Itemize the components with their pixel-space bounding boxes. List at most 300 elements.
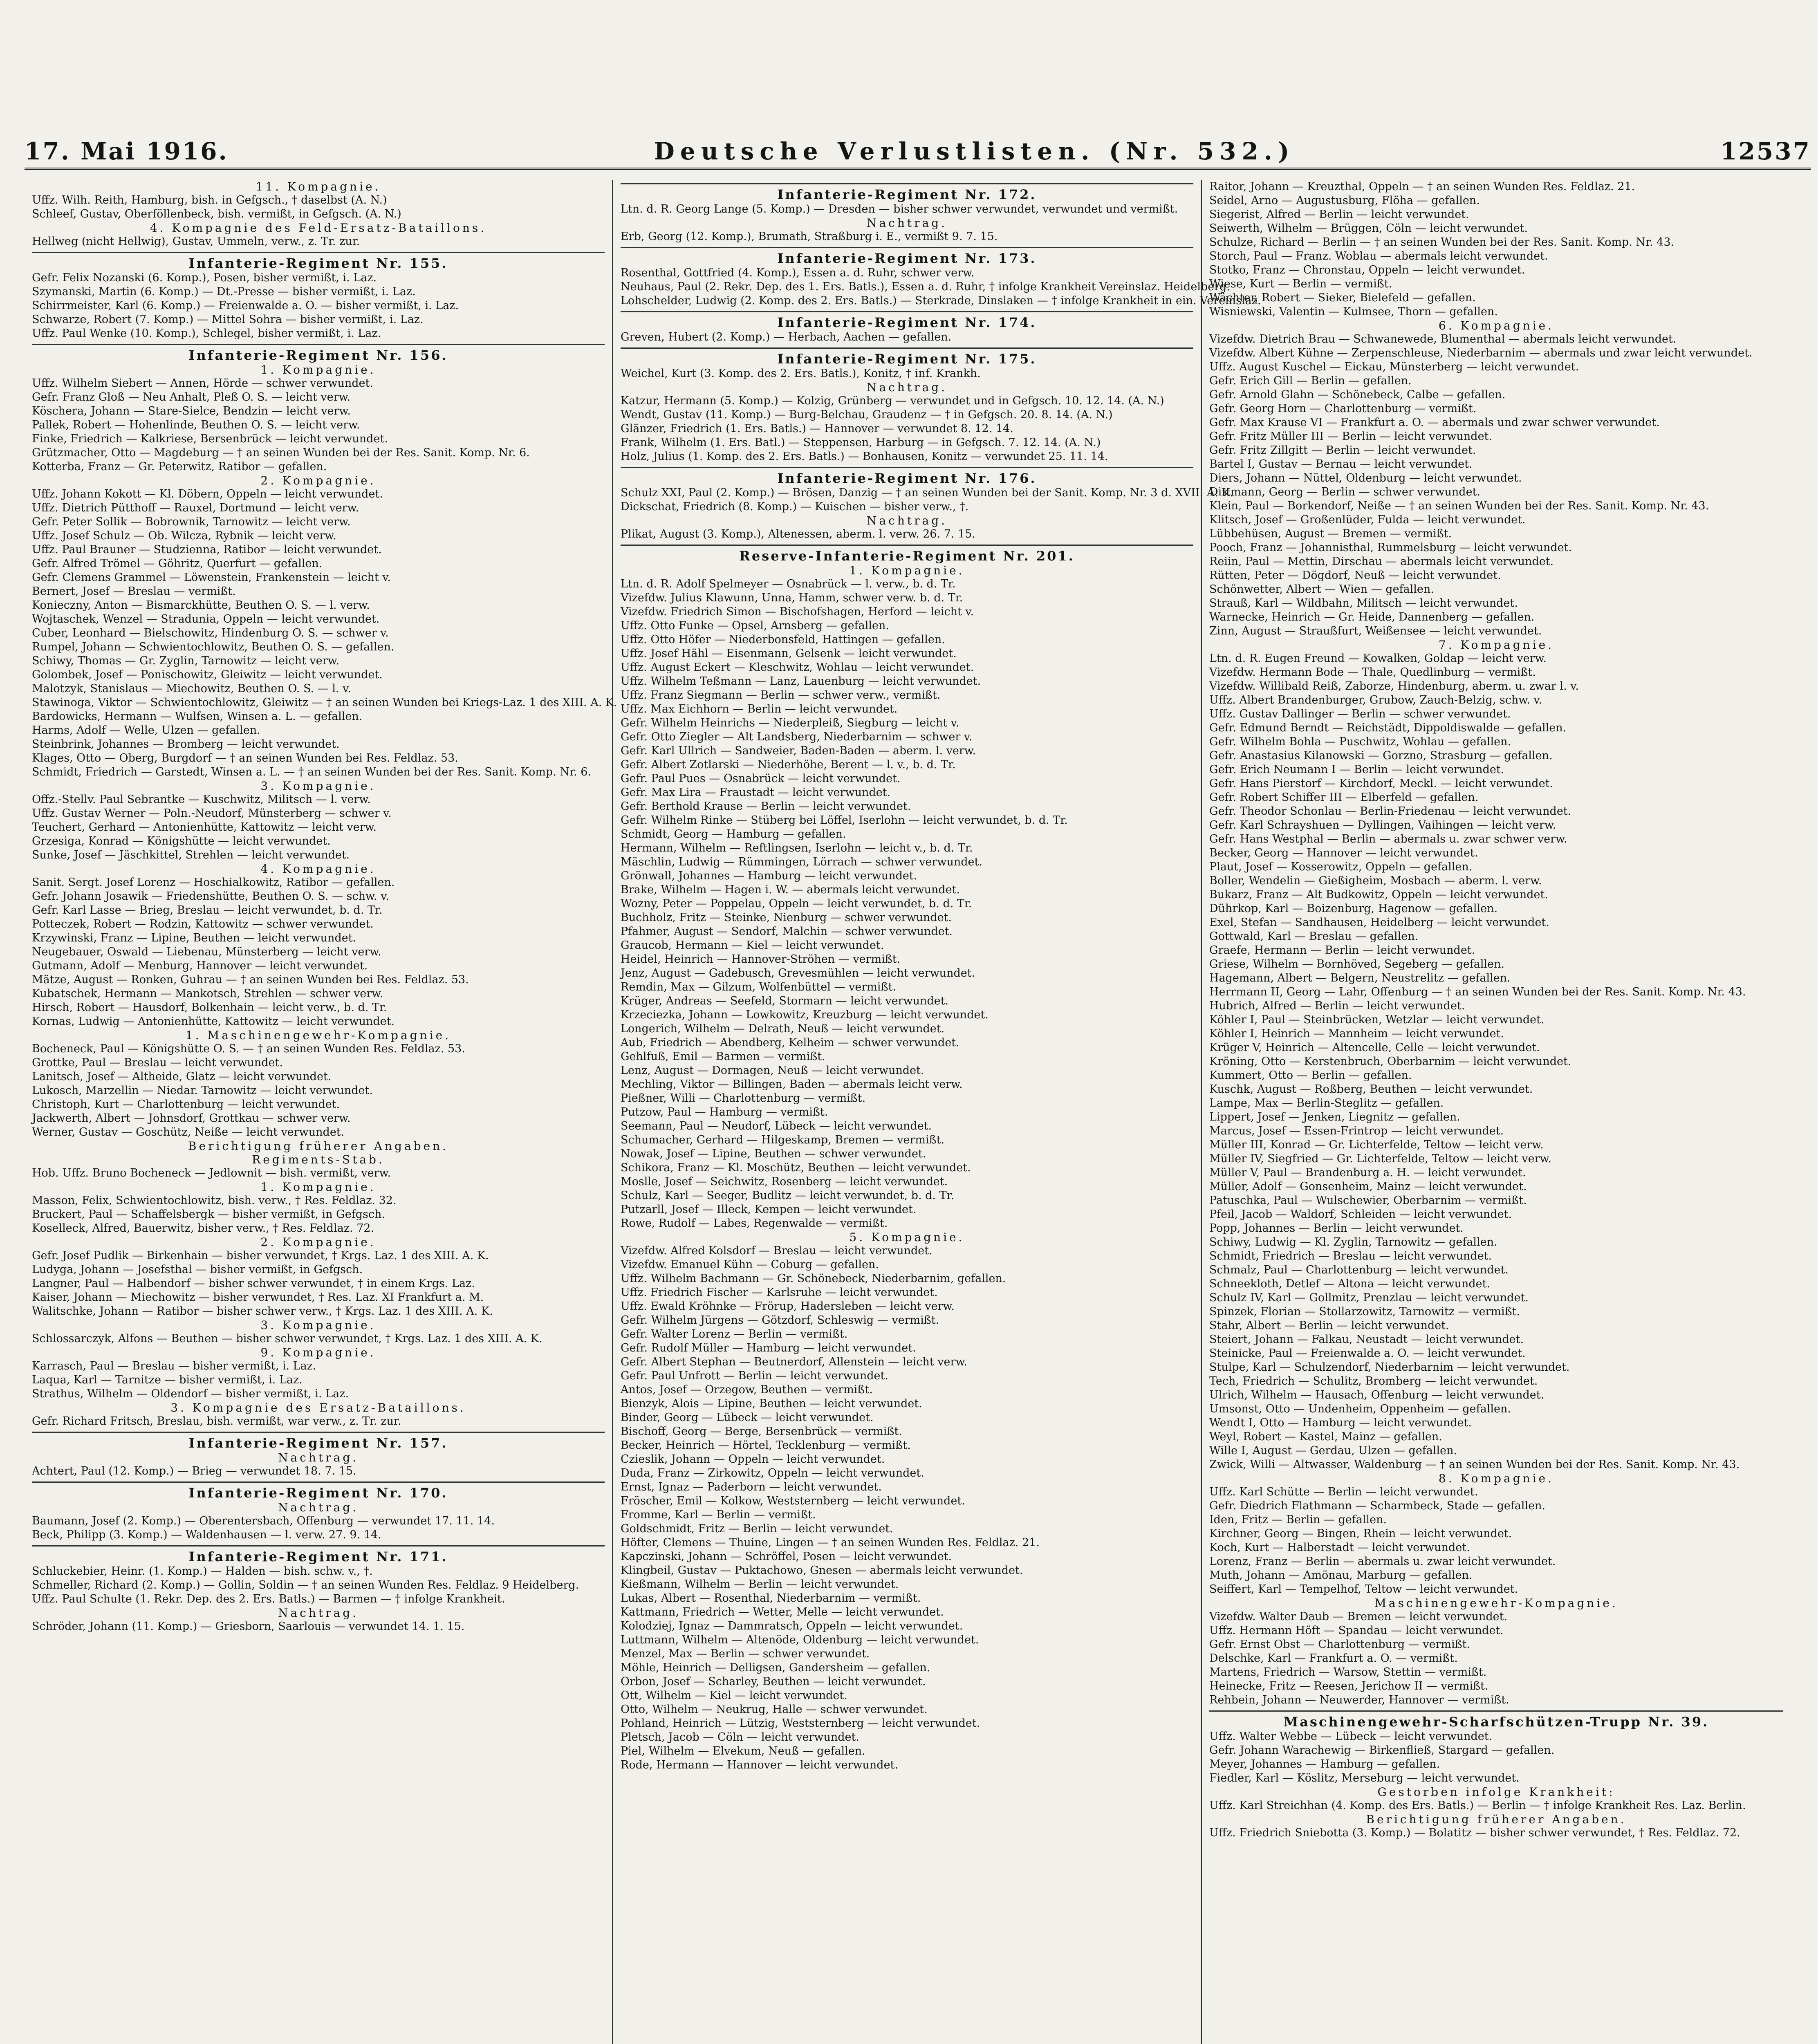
casualty-entry: Uffz. Karl Streichhan (4. Komp. des Ers. Batls.) — Berlin — † infolge Krankheit Res. Laz. Berlin. [1209,1799,1746,1812]
casualty-entry: Vizefdw. Emanuel Kühn — Coburg — gefallen. [621,1258,879,1271]
casualty-entry: Storch, Paul — Franz. Woblau — abermals leicht verwundet. [1209,250,1548,262]
casualty-entry: Lohschelder, Ludwig (2. Komp. des 2. Ers. Batls.) — Sterkrade, Dinslaken — † infolge Krankheit in ein. Vereinslaz. [621,294,1261,307]
casualty-entry: Fröscher, Emil — Kolkow, Weststernberg — leicht verwundet. [621,1495,965,1507]
casualty-entry: Krzywinski, Franz — Lipine, Beuthen — leicht verwundet. [32,932,356,944]
casualty-entry: Gefr. Georg Horn — Charlottenburg — vermißt. [1209,402,1477,415]
section-heading: 8. Kompagnie. [1438,1472,1554,1485]
casualty-entry: Reiin, Paul — Mettin, Dirschau — abermals leicht verwundet. [1209,555,1554,568]
casualty-entry: Schlossarczyk, Alfons — Beuthen — bisher schwer verwundet, † Krgs. Laz. 1 des XIII. A. K. [32,1332,542,1345]
casualty-entry: Werner, Gustav — Goschütz, Neiße — leicht verwundet. [32,1126,345,1139]
casualty-entry: Uffz. Gustav Werner — Poln.-Neudorf, Münsterberg — schwer v. [32,807,392,820]
casualty-entry: Uffz. Otto Höfer — Niederbonsfeld, Hattingen — gefallen. [621,633,945,646]
casualty-entry: Czieslik, Johann — Oppeln — leicht verwundet. [621,1453,885,1466]
casualty-entry: Köschera, Johann — Stare-Sielce, Bendzin — leicht verw. [32,405,351,417]
regiment-heading: Infanterie-Regiment Nr. 155. [32,252,605,271]
issue-date: 17. Mai 1916. [25,137,229,165]
casualty-entry: Gefr. Robert Schiffer III — Elberfeld — gefallen. [1209,791,1479,804]
casualty-entry: Uffz. Walter Webbe — Lübeck — leicht verwundet. [1209,1730,1493,1743]
casualty-entry: Hagemann, Albert — Belgern, Neustrelitz — gefallen. [1209,972,1511,984]
casualty-entry: Rütten, Peter — Dögdorf, Neuß — leicht verwundet. [1209,569,1501,582]
casualty-entry: Heidel, Heinrich — Hannover-Ströhen — vermißt. [621,953,901,966]
casualty-entry: Koselleck, Alfred, Bauerwitz, bisher verw., † Res. Feldlaz. 72. [32,1222,374,1235]
casualty-entry: Schiwy, Thomas — Gr. Zyglin, Tarnowitz — leicht verw. [32,654,340,667]
casualty-entry: Kubatschek, Hermann — Mankotsch, Strehlen — schwer verw. [32,987,383,1000]
casualty-entry: Ott, Wilhelm — Kiel — leicht verwundet. [621,1689,847,1702]
casualty-entry: Uffz. Wilhelm Bachmann — Gr. Schönebeck, Niederbarnim, gefallen. [621,1272,1006,1285]
casualty-entry: Uffz. Wilh. Reith, Hamburg, bish. in Gefgsch., † daselbst (A. N.) [32,194,387,206]
casualty-entry: Gefr. Walter Lorenz — Berlin — vermißt. [621,1328,848,1340]
casualty-entry: Lanitsch, Josef — Altheide, Glatz — leicht verwundet. [32,1070,332,1083]
casualty-entry: Fromme, Karl — Berlin — vermißt. [621,1508,816,1521]
casualty-entry: Klitsch, Josef — Großenlüder, Fulda — leicht verwundet. [1209,513,1526,526]
casualty-entry: Raitor, Johann — Kreuzthal, Oppeln — † an seinen Wunden Res. Feldlaz. 21. [1209,180,1635,193]
casualty-entry: Müller V, Paul — Brandenburg a. H. — leicht verwundet. [1209,1166,1526,1179]
casualty-entry: Lorenz, Franz — Berlin — abermals u. zwar leicht verwundet. [1209,1555,1556,1568]
casualty-entry: Malotzyk, Stanislaus — Miechowitz, Beuthen O. S. — l. v. [32,682,351,695]
casualty-entry: Klingbeil, Gustav — Puktachowo, Gnesen — abermals leicht verwundet. [621,1564,1023,1577]
casualty-entry: Menzel, Max — Berlin — schwer verwundet. [621,1647,870,1660]
section-heading: 2. Kompagnie. [260,474,376,487]
casualty-entry: Uffz. Josef Hähl — Eisenmann, Gelsenk — leicht verwundet. [621,647,957,660]
casualty-entry: Gefr. Ernst Obst — Charlottenburg — vermißt. [1209,1638,1471,1651]
casualty-entry: Stahr, Albert — Berlin — leicht verwundet. [1209,1319,1449,1332]
casualty-entry: Schmidt, Georg — Hamburg — gefallen. [621,828,846,840]
casualty-entry: Möhle, Heinrich — Delligsen, Gandersheim — gefallen. [621,1661,930,1674]
casualty-entry: Kirchner, Georg — Bingen, Rhein — leicht verwundet. [1209,1527,1512,1540]
casualty-entry: Steinicke, Paul — Freienwalde a. O. — leicht verwundet. [1209,1347,1526,1360]
section-heading: Nachtrag. [866,514,948,527]
casualty-entry: Golombek, Josef — Ponischowitz, Gleiwitz — leicht verwundet. [32,668,383,681]
casualty-entry: Mechling, Viktor — Billingen, Baden — abermals leicht verw. [621,1078,963,1091]
casualty-entry: Gutmann, Adolf — Menburg, Hannover — leicht verwundet. [32,959,368,972]
casualty-entry: Umsonst, Otto — Undenheim, Oppenheim — gefallen. [1209,1403,1511,1415]
casualty-entry: Jackwerth, Albert — Johnsdorf, Grottkau — schwer verw. [32,1112,351,1125]
casualty-entry: Bocheneck, Paul — Königshütte O. S. — † an seinen Wunden Res. Feldlaz. 53. [32,1042,465,1055]
casualty-entry: Jenz, August — Gadebusch, Grevesmühlen — leicht verwundet. [621,967,975,979]
casualty-entry: Kuschk, August — Roßberg, Beuthen — leicht verwundet. [1209,1083,1533,1096]
casualty-entry: Kießmann, Wilhelm — Berlin — leicht verwundet. [621,1578,899,1591]
casualty-entry: Ernst, Ignaz — Paderborn — leicht verwundet. [621,1481,882,1493]
casualty-entry: Gefr. Paul Pues — Osnabrück — leicht verwundet. [621,772,901,785]
casualty-entry: Hellweg (nicht Hellwig), Gustav, Ummeln, verw., z. Tr. zur. [32,235,360,248]
casualty-entry: Wächter, Robert — Sieker, Bielefeld — gefallen. [1209,291,1476,304]
casualty-entry: Gefr. Alfred Trömel — Göhritz, Querfurt — gefallen. [32,557,323,570]
casualty-entry: Karrasch, Paul — Breslau — bisher vermißt, i. Laz. [32,1360,316,1372]
casualty-entry: Schikora, Franz — Kl. Moschütz, Beuthen — leicht verwundet. [621,1161,971,1174]
casualty-entry: Katzur, Hermann (5. Komp.) — Kolzig, Grünberg — verwundet und in Gefgsch. 10. 12. 14. (A. N.) [621,394,1164,407]
casualty-entry: Stulpe, Karl — Schulzendorf, Niederbarnim — leicht verwundet. [1209,1361,1570,1374]
casualty-entry: Neuhaus, Paul (2. Rekr. Dep. des 1. Ers. Batls.), Essen a. d. Ruhr, † infolge Krankheit Vereinslaz. Heidelberg. [621,280,1230,293]
casualty-entry: Köhler I, Paul — Steinbrücken, Wetzlar — leicht verwundet. [1209,1013,1545,1026]
casualty-entry: Uffz. Johann Kokott — Kl. Döbern, Oppeln — leicht verwundet. [32,488,383,500]
casualty-entry: Dittmann, Georg — Berlin — schwer verwundet. [1209,486,1481,498]
regiment-heading: Infanterie-Regiment Nr. 173. [621,247,1193,266]
page-number: 12537 [1720,137,1811,165]
section-heading: 3. Kompagnie. [260,1318,376,1332]
casualty-entry: Gefr. Peter Sollik — Bobrownik, Tarnowitz — leicht verw. [32,515,351,528]
casualty-entry: Uffz. August Eckert — Kleschwitz, Wohlau — leicht verwundet. [621,661,974,674]
casualty-entry: Lippert, Josef — Jenken, Liegnitz — gefallen. [1209,1111,1460,1123]
casualty-entry: Antos, Josef — Orzegow, Beuthen — vermißt. [621,1383,873,1396]
casualty-entry: Rowe, Rudolf — Labes, Regenwalde — vermißt. [621,1217,888,1230]
section-heading: Nachtrag. [866,381,948,394]
section-heading: 6. Kompagnie. [1438,319,1554,332]
newspaper-page [25,135,1811,2044]
casualty-entry: Bukarz, Franz — Alt Budkowitz, Oppeln — leicht verwundet. [1209,888,1548,901]
section-heading: 5. Kompagnie. [849,1230,965,1244]
section-heading: 1. Kompagnie. [849,564,965,577]
casualty-entry: Schluckebier, Heinr. (1. Komp.) — Halden — bish. schw. v., †. [32,1565,373,1578]
casualty-entry: Becker, Heinrich — Hörtel, Tecklenburg — vermißt. [621,1439,911,1452]
casualty-entry: Bartel I, Gustav — Bernau — leicht verwundet. [1209,458,1473,471]
casualty-entry: Bruckert, Paul — Schaffelsbergk — bisher vermißt, in Gefgsch. [32,1208,385,1221]
casualty-entry: Gefr. Clemens Grammel — Löwenstein, Frankenstein — leicht v. [32,571,391,584]
casualty-entry: Teuchert, Gerhard — Antonienhütte, Kattowitz — leicht verw. [32,821,377,834]
casualty-entry: Gefr. Hans Pierstorf — Kirchdorf, Meckl. — leicht verwundet. [1209,777,1553,790]
casualty-entry: Herrmann II, Georg — Lahr, Offenburg — † an seinen Wunden bei der Res. Sanit. Komp. Nr. 43. [1209,986,1746,998]
casualty-entry: Gefr. Anastasius Kilanowski — Gorzno, Strasburg — gefallen. [1209,749,1553,762]
casualty-entry: Remdin, Max — Gilzum, Wolfenbüttel — vermißt. [621,981,896,993]
casualty-entry: Gefr. Diedrich Flathmann — Scharmbeck, Stade — gefallen. [1209,1499,1546,1512]
casualty-entry: Buchholz, Fritz — Steinke, Nienburg — schwer verwundet. [621,911,952,924]
casualty-entry: Konieczny, Anton — Bismarckhütte, Beuthen O. S. — l. verw. [32,599,370,612]
casualty-entry: Wendt I, Otto — Hamburg — leicht verwundet. [1209,1416,1472,1429]
regiment-heading: Infanterie-Regiment Nr. 170. [32,1481,605,1501]
casualty-entry: Müller IV, Siegfried — Gr. Lichterfelde, Teltow — leicht verw. [1209,1152,1551,1165]
casualty-entry: Stotko, Franz — Chronstau, Oppeln — leicht verwundet. [1209,264,1525,276]
casualty-entry: Binder, Georg — Lübeck — leicht verwundet. [621,1411,874,1424]
columns [25,180,1811,2044]
casualty-entry: Gehlfuß, Emil — Barmen — vermißt. [621,1050,825,1063]
casualty-entry: Schröder, Johann (11. Komp.) — Griesborn, Saarlouis — verwundet 14. 1. 15. [32,1620,465,1633]
casualty-entry: Strauß, Karl — Wildbahn, Militsch — leicht verwundet. [1209,597,1518,610]
casualty-entry: Seidel, Arno — Augustusburg, Flöha — gefallen. [1209,194,1480,207]
casualty-entry: Wojtaschek, Wenzel — Stradunia, Oppeln — leicht verwundet. [32,613,380,625]
casualty-entry: Neugebauer, Oswald — Liebenau, Münsterberg — leicht verw. [32,946,381,958]
casualty-entry: Uffz. Otto Funke — Opsel, Arnsberg — gefallen. [621,619,889,632]
casualty-entry: Seemann, Paul — Neudorf, Lübeck — leicht verwundet. [621,1120,932,1132]
section-heading: Regiments-Stab. [252,1153,385,1166]
casualty-entry: Gottwald, Karl — Breslau — gefallen. [1209,930,1419,943]
casualty-entry: Patuschka, Paul — Wulschewier, Oberbarnim — vermißt. [1209,1194,1527,1207]
casualty-entry: Rehbein, Johann — Neuwerder, Hannover — vermißt. [1209,1694,1509,1706]
casualty-entry: Wozny, Peter — Poppelau, Oppeln — leicht verwundet, b. d. Tr. [621,897,972,910]
casualty-entry: Frank, Wilhelm (1. Ers. Batl.) — Steppensen, Harburg — in Gefgsch. 7. 12. 14. (A. N.) [621,436,1101,449]
casualty-entry: Lukosch, Marzellin — Niedar. Tarnowitz — leicht verwundet. [32,1084,373,1097]
casualty-entry: Lübbehüsen, August — Bremen — vermißt. [1209,527,1452,540]
casualty-entry: Wille I, August — Gerdau, Ulzen — gefallen. [1209,1444,1457,1457]
casualty-entry: Offz.-Stellv. Paul Sebrantke — Kuschwitz, Militsch — l. verw. [32,793,371,806]
casualty-entry: Gefr. Hans Westphal — Berlin — abermals u. zwar schwer verw. [1209,833,1567,845]
section-heading: 1. Kompagnie. [260,363,376,377]
casualty-entry: Putzarll, Josef — Illeck, Kempen — leicht verwundet. [621,1203,917,1216]
casualty-entry: Schmalz, Paul — Charlottenburg — leicht verwundet. [1209,1264,1509,1276]
casualty-entry: Vizefdw. Willibald Reiß, Zaborze, Hindenburg, aberm. u. zwar l. v. [1209,680,1579,693]
casualty-entry: Hubrich, Alfred — Berlin — leicht verwundet. [1209,1000,1465,1012]
casualty-entry: Schulze, Richard — Berlin — † an seinen Wunden bei der Res. Sanit. Komp. Nr. 43. [1209,236,1675,249]
casualty-entry: Ltn. d. R. Adolf Spelmeyer — Osnabrück — l. verw., b. d. Tr. [621,578,956,590]
casualty-entry: Muth, Johann — Amönau, Marburg — gefallen. [1209,1569,1473,1582]
section-heading: Maschinengewehr-Kompagnie. [1374,1596,1618,1610]
casualty-entry: Iden, Fritz — Berlin — gefallen. [1209,1513,1387,1526]
casualty-entry: Schulz, Karl — Seeger, Budlitz — leicht verwundet, b. d. Tr. [621,1189,955,1202]
casualty-entry: Fiedler, Karl — Köslitz, Merseburg — leicht verwundet. [1209,1772,1520,1784]
regiment-heading: Infanterie-Regiment Nr. 171. [32,1545,605,1564]
casualty-entry: Uffz. August Kuschel — Eickau, Münsterberg — leicht verwundet. [1209,361,1579,373]
casualty-entry: Gefr. Arnold Glahn — Schönebeck, Calbe — gefallen. [1209,388,1506,401]
casualty-entry: Kotterba, Franz — Gr. Peterwitz, Ratibor — gefallen. [32,460,327,473]
casualty-entry: Uffz. Karl Schütte — Berlin — leicht verwundet. [1209,1486,1478,1498]
casualty-entry: Schulz XXI, Paul (2. Komp.) — Brösen, Danzig — † an seinen Wunden bei der Sanit. Komp. Nr. 3 d. XVII. A. K. [621,486,1234,499]
section-heading: Berichtigung früherer Angaben. [1366,1813,1627,1826]
casualty-entry: Siegerist, Alfred — Berlin — leicht verwundet. [1209,208,1469,221]
casualty-entry: Graucob, Hermann — Kiel — leicht verwundet. [621,939,884,952]
casualty-entry: Tech, Friedrich — Schulitz, Bromberg — leicht verwundet. [1209,1375,1538,1387]
casualty-entry: Ulrich, Wilhelm — Hausach, Offenburg — leicht verwundet. [1209,1389,1545,1401]
section-heading: 3. Kompagnie. [260,779,376,793]
casualty-entry: Gefr. Franz Gloß — Neu Anhalt, Pleß O. S. — leicht verw. [32,391,351,403]
casualty-entry: Kapczinski, Johann — Schröffel, Posen — leicht verwundet. [621,1550,952,1563]
casualty-entry: Potteczek, Robert — Rodzin, Kattowitz — schwer verwundet. [32,918,374,930]
casualty-entry: Ltn. d. R. Georg Lange (5. Komp.) — Dresden — bisher schwer verwundet, verwundet und vermißt. [621,203,1178,215]
regiment-heading: Infanterie-Regiment Nr. 172. [621,183,1193,202]
casualty-entry: Grönwall, Johannes — Hamburg — leicht verwundet. [621,870,917,882]
casualty-entry: Gefr. Erich Gill — Berlin — gefallen. [1209,374,1412,387]
casualty-entry: Uffz. Dietrich Pütthoff — Rauxel, Dortmund — leicht verw. [32,502,359,514]
casualty-entry: Pfahmer, August — Sendorf, Malchin — schwer verwundet. [621,925,953,938]
casualty-entry: Uffz. Friedrich Sniebotta (3. Komp.) — Bolatitz — bisher schwer verwundet, † Res. Feldlaz. 72. [1209,1827,1740,1839]
casualty-entry: Uffz. Friedrich Fischer — Karlsruhe — leicht verwundet. [621,1286,938,1299]
casualty-entry: Koch, Kurt — Halberstadt — leicht verwundet. [1209,1541,1470,1554]
casualty-entry: Klages, Otto — Oberg, Burgdorf — † an seinen Wunden bei Res. Feldlaz. 53. [32,752,458,764]
casualty-entry: Brake, Wilhelm — Hagen i. W. — abermals leicht verwundet. [621,883,960,896]
section-heading: 2. Kompagnie. [260,1235,376,1249]
casualty-entry: Schumacher, Gerhard — Hilgeskamp, Bremen — vermißt. [621,1134,945,1146]
casualty-entry: Harms, Adolf — Welle, Ulzen — gefallen. [32,724,260,737]
casualty-entry: Hob. Uffz. Bruno Bocheneck — Jedlownit — bish. vermißt, verw. [32,1167,391,1179]
casualty-entry: Gefr. Felix Nozanski (6. Komp.), Posen, bisher vermißt, i. Laz. [32,271,377,284]
casualty-entry: Rumpel, Johann — Schwientochlowitz, Beuthen O. S. — gefallen. [32,641,395,653]
casualty-entry: Orbon, Josef — Scharley, Beuthen — leicht verwundet. [621,1675,926,1688]
casualty-entry: Höfter, Clemens — Thuine, Lingen — † an seinen Wunden Res. Feldlaz. 21. [621,1536,1040,1549]
casualty-entry: Gefr. Karl Lasse — Brieg, Breslau — leicht verwundet, b. d. Tr. [32,904,383,917]
casualty-entry: Vizefdw. Julius Klawunn, Unna, Hamm, schwer verw. b. d. Tr. [621,592,963,604]
casualty-entry: Schiwy, Ludwig — Kl. Zyglin, Tarnowitz — gefallen. [1209,1236,1497,1248]
casualty-entry: Vizefdw. Albert Kühne — Zerpenschleuse, Niederbarnim — abermals und zwar leicht verwundet. [1209,347,1753,359]
casualty-entry: Gefr. Rudolf Müller — Hamburg — leicht verwundet. [621,1342,916,1354]
casualty-entry: Diers, Johann — Nüttel, Oldenburg — leicht verwundet. [1209,472,1522,484]
casualty-entry: Delschke, Karl — Frankfurt a. O. — vermißt. [1209,1652,1458,1665]
casualty-entry: Rosenthal, Gottfried (4. Komp.), Essen a. d. Ruhr, schwer verw. [621,267,975,279]
casualty-entry: Gefr. Otto Ziegler — Alt Landsberg, Niederbarnim — schwer v. [621,731,973,743]
casualty-entry: Moslle, Josef — Seichwitz, Rosenberg — leicht verwundet. [621,1175,948,1188]
casualty-entry: Exel, Stefan — Sandhausen, Heidelberg — leicht verwundet. [1209,916,1549,929]
casualty-entry: Kattmann, Friedrich — Wetter, Melle — leicht verwundet. [621,1606,944,1618]
casualty-entry: Ludyga, Johann — Josefsthal — bisher vermißt, in Gefgsch. [32,1263,363,1276]
casualty-entry: Christoph, Kurt — Charlottenburg — leicht verwundet. [32,1098,340,1111]
casualty-entry: Walitschke, Johann — Ratibor — bisher schwer verw., † Krgs. Laz. 1 des XIII. A. K. [32,1305,493,1318]
casualty-entry: Gefr. Theodor Schonlau — Berlin-Friedenau — leicht verwundet. [1209,805,1571,818]
casualty-entry: Schirrmeister, Karl (6. Komp.) — Freienwalde a. O. — bisher vermißt, i. Laz. [32,299,459,312]
casualty-entry: Gefr. Max Krause VI — Frankfurt a. O. — abermals und zwar schwer verwundet. [1209,416,1660,429]
casualty-entry: Pooch, Franz — Johannisthal, Rummelsburg — leicht verwundet. [1209,541,1572,554]
casualty-entry: Uffz. Max Eichhorn — Berlin — leicht verwundet. [621,703,898,715]
casualty-entry: Kröning, Otto — Kerstenbruch, Oberbarnim — leicht verwundet. [1209,1055,1571,1068]
casualty-entry: Wiese, Kurt — Berlin — vermißt. [1209,278,1392,290]
casualty-entry: Kummert, Otto — Berlin — gefallen. [1209,1069,1412,1082]
casualty-entry: Schwarze, Robert (7. Komp.) — Mittel Sohra — bisher vermißt, i. Laz. [32,313,424,326]
regiment-heading: Infanterie-Regiment Nr. 175. [621,347,1193,367]
casualty-entry: Finke, Friedrich — Kalkriese, Bersenbrück — leicht verwundet. [32,433,388,445]
casualty-entry: Ltn. d. R. Eugen Freund — Kowalken, Goldap — leicht verw. [1209,652,1547,665]
casualty-entry: Schmeller, Richard (2. Komp.) — Gollin, Soldin — † an seinen Wunden Res. Feldlaz. 9 Heidelberg. [32,1579,579,1591]
casualty-entry: Luttmann, Wilhelm — Altenöde, Oldenburg — leicht verwundet. [621,1634,979,1646]
casualty-entry: Kolodziej, Ignaz — Dammratsch, Oppeln — leicht verwundet. [621,1620,963,1632]
casualty-entry: Schulz IV, Karl — Gollmitz, Prenzlau — leicht verwundet. [1209,1291,1529,1304]
casualty-entry: Nowak, Josef — Lipine, Beuthen — schwer verwundet. [621,1148,926,1160]
casualty-entry: Laqua, Karl — Tarnitze — bisher vermißt, i. Laz. [32,1374,303,1386]
casualty-entry: Gefr. Max Lira — Fraustadt — leicht verwundet. [621,786,891,799]
casualty-entry: Gefr. Erich Neumann I — Berlin — leicht verwundet. [1209,763,1504,776]
section-heading: 11. Kompagnie. [256,180,381,193]
casualty-entry: Klein, Paul — Borkendorf, Neiße — † an seinen Wunden bei der Res. Sanit. Komp. Nr. 43. [1209,500,1709,512]
regiment-heading: Infanterie-Regiment Nr. 176. [621,467,1193,486]
casualty-entry: Uffz. Ewald Kröhnke — Frörup, Hadersleben — leicht verw. [621,1300,955,1313]
page-header [25,135,1811,170]
casualty-entry: Wendt, Gustav (11. Komp.) — Burg-Belchau, Graudenz — † in Gefgsch. 20. 8. 14. (A. N.) [621,408,1113,421]
casualty-entry: Stawinoga, Viktor — Schwientochlowitz, Gleiwitz — † an seinen Wunden bei Kriegs-Laz. 1 des XIII. A. K. [32,696,617,709]
casualty-entry: Plikat, August (3. Komp.), Altenessen, aberm. l. verw. 26. 7. 15. [621,528,975,540]
casualty-entry: Vizefdw. Dietrich Brau — Schwanewede, Blumenthal — abermals leicht verwundet. [1209,333,1677,345]
casualty-entry: Spinzek, Florian — Stollarzowitz, Tarnowitz — vermißt. [1209,1305,1520,1318]
section-heading: 4. Kompagnie. [260,862,376,876]
casualty-entry: Gefr. Edmund Berndt — Reichstädt, Dippoldiswalde — gefallen. [1209,722,1567,734]
casualty-entry: Marcus, Josef — Essen-Frintrop — leicht verwundet. [1209,1125,1504,1137]
casualty-entry: Boller, Wendelin — Gießigheim, Mosbach — aberm. l. verw. [1209,874,1542,887]
casualty-entry: Schneekloth, Detlef — Altona — leicht verwundet. [1209,1278,1491,1290]
casualty-entry: Lenz, August — Dormagen, Neuß — leicht verwundet. [621,1064,924,1077]
casualty-entry: Gefr. Berthold Krause — Berlin — leicht verwundet. [621,800,911,813]
casualty-entry: Schmidt, Friedrich — Breslau — leicht verwundet. [1209,1250,1492,1262]
column-3 [1202,180,1791,2044]
casualty-entry: Sanit. Sergt. Josef Lorenz — Hoschialkowitz, Ratibor — gefallen. [32,876,395,889]
casualty-entry: Bernert, Josef — Breslau — vermißt. [32,585,236,598]
casualty-entry: Krüger V, Heinrich — Altencelle, Celle — leicht verwundet. [1209,1041,1540,1054]
casualty-entry: Popp, Johannes — Berlin — leicht verwundet. [1209,1222,1464,1235]
casualty-entry: Vizefdw. Hermann Bode — Thale, Quedlinburg — vermißt. [1209,666,1536,679]
casualty-entry: Dickschat, Friedrich (8. Komp.) — Kuischen — bisher verw., †. [621,500,969,513]
casualty-entry: Meyer, Johannes — Hamburg — gefallen. [1209,1758,1440,1771]
casualty-entry: Sunke, Josef — Jäschkittel, Strehlen — leicht verwundet. [32,849,350,861]
regiment-heading: Reserve-Infanterie-Regiment Nr. 201. [621,545,1193,564]
casualty-entry: Vizefdw. Friedrich Simon — Bischofshagen, Herford — leicht v. [621,605,974,618]
section-heading: 3. Kompagnie des Ersatz-Bataillons. [170,1401,466,1414]
casualty-entry: Gefr. Wilhelm Bohla — Puschwitz, Wohlau — gefallen. [1209,735,1511,748]
casualty-entry: Pallek, Robert — Hohenlinde, Beuthen O. S. — leicht verw. [32,419,360,431]
casualty-entry: Uffz. Paul Wenke (10. Komp.), Schlegel, bisher vermißt, i. Laz. [32,327,381,340]
casualty-entry: Uffz. Albert Brandenburger, Grubow, Zauch-Belzig, schw. v. [1209,694,1542,706]
casualty-entry: Pfeil, Jacob — Waldorf, Schleiden — leicht verwundet. [1209,1208,1512,1221]
casualty-entry: Rode, Hermann — Hannover — leicht verwundet. [621,1759,898,1771]
casualty-entry: Erb, Georg (12. Komp.), Brumath, Straßburg i. E., vermißt 9. 7. 15. [621,230,998,243]
casualty-entry: Bienzyk, Alois — Lipine, Beuthen — leicht verwundet. [621,1397,922,1410]
section-heading: 1. Kompagnie. [260,1180,376,1194]
publication-title: Deutsche Verlustlisten. (Nr. 532.) [654,137,1295,165]
casualty-entry: Seiffert, Karl — Tempelhof, Teltow — leicht verwundet. [1209,1583,1518,1596]
casualty-entry: Krüger, Andreas — Seefeld, Stormarn — leicht verwundet. [621,995,949,1007]
section-heading: Berichtigung früherer Angaben. [188,1139,449,1153]
casualty-entry: Mätze, August — Ronken, Guhrau — † an seinen Wunden bei Res. Feldlaz. 53. [32,973,469,986]
casualty-entry: Langner, Paul — Halbendorf — bisher schwer verwundet, † in einem Krgs. Laz. [32,1277,475,1290]
casualty-entry: Gefr. Karl Ullrich — Sandweier, Baden-Baden — aberm. l. verw. [621,744,976,757]
casualty-entry: Pletsch, Jacob — Cöln — leicht verwundet. [621,1731,859,1744]
regiment-heading: Maschinengewehr-Scharfschützen-Trupp Nr. 39. [1209,1710,1783,1730]
casualty-entry: Heinecke, Fritz — Reesen, Jerichow II — vermißt. [1209,1680,1488,1692]
casualty-entry: Gefr. Josef Pudlik — Birkenhain — bisher verwundet, † Krgs. Laz. 1 des XIII. A. K. [32,1249,489,1262]
casualty-entry: Steiert, Johann — Falkau, Neustadt — leicht verwundet. [1209,1333,1524,1346]
column-1 [25,180,617,2044]
casualty-entry: Hirsch, Robert — Hausdorf, Bolkenhain — leicht verw., b. d. Tr. [32,1001,387,1014]
regiment-heading: Infanterie-Regiment Nr. 157. [32,1432,605,1451]
casualty-entry: Putzow, Paul — Hamburg — vermißt. [621,1106,828,1118]
casualty-entry: Hermann, Wilhelm — Reftlingsen, Iserlohn — leicht v., b. d. Tr. [621,842,973,854]
casualty-entry: Lampe, Max — Berlin-Steglitz — gefallen. [1209,1097,1444,1109]
casualty-entry: Müller III, Konrad — Gr. Lichterfelde, Teltow — leicht verw. [1209,1139,1544,1151]
casualty-entry: Lukas, Albert — Rosenthal, Niederbarnim — vermißt. [621,1592,921,1605]
section-heading: 7. Kompagnie. [1438,638,1554,652]
casualty-entry: Cuber, Leonhard — Bielschowitz, Hindenburg O. S. — schwer v. [32,627,389,639]
section-heading: 9. Kompagnie. [260,1346,376,1359]
casualty-entry: Greven, Hubert (2. Komp.) — Herbach, Aachen — gefallen. [621,331,952,343]
casualty-entry: Zinn, August — Straußfurt, Weißensee — leicht verwundet. [1209,625,1542,637]
casualty-entry: Kornas, Ludwig — Antonienhütte, Kattowitz — leicht verwundet. [32,1015,395,1028]
casualty-entry: Uffz. Wilhelm Siebert — Annen, Hörde — schwer verwundet. [32,377,373,390]
casualty-entry: Köhler I, Heinrich — Mannheim — leicht verwundet. [1209,1027,1504,1040]
casualty-entry: Becker, Georg — Hannover — leicht verwundet. [1209,847,1478,859]
section-heading: Nachtrag. [278,1606,359,1620]
casualty-entry: Weichel, Kurt (3. Komp. des 2. Ers. Batls.), Konitz, † inf. Krankh. [621,367,981,380]
regiment-heading: Infanterie-Regiment Nr. 174. [621,311,1193,330]
casualty-entry: Longerich, Wilhelm — Delrath, Neuß — leicht verwundet. [621,1022,945,1035]
casualty-entry: Schönwetter, Albert — Wien — gefallen. [1209,583,1434,596]
casualty-entry: Piel, Wilhelm — Elvekum, Neuß — gefallen. [621,1745,865,1757]
casualty-entry: Gefr. Paul Unfrott — Berlin — leicht verwundet. [621,1369,888,1382]
casualty-entry: Wisniewski, Valentin — Kulmsee, Thorn — gefallen. [1209,305,1498,318]
casualty-entry: Weyl, Robert — Kastel, Mainz — gefallen. [1209,1430,1442,1443]
casualty-entry: Grützmacher, Otto — Magdeburg — † an seinen Wunden bei der Res. Sanit. Komp. Nr. 6. [32,446,530,459]
casualty-entry: Griese, Wilhelm — Bornhöved, Segeberg — gefallen. [1209,958,1505,970]
casualty-entry: Goldschmidt, Fritz — Berlin — leicht verwundet. [621,1522,893,1535]
casualty-entry: Grottke, Paul — Breslau — leicht verwundet. [32,1056,283,1069]
casualty-entry: Krzeciezka, Johann — Lowkowitz, Kreuzburg — leicht verwundet. [621,1009,989,1021]
casualty-entry: Zwick, Willi — Altwasser, Waldenburg — † an seinen Wunden bei der Res. Sanit. Komp. Nr. 43. [1209,1458,1740,1471]
casualty-entry: Baumann, Josef (2. Komp.) — Oberentersbach, Offenburg — verwundet 17. 11. 14. [32,1515,495,1527]
casualty-entry: Uffz. Paul Schulte (1. Rekr. Dep. des 2. Ers. Batls.) — Barmen — † infolge Krankheit. [32,1593,505,1605]
casualty-entry: Strathus, Wilhelm — Oldendorf — bisher vermißt, i. Laz. [32,1387,349,1400]
casualty-entry: Grzesiga, Konrad — Königshütte — leicht verwundet. [32,835,331,847]
casualty-entry: Aub, Friedrich — Abendberg, Kelheim — schwer verwundet. [621,1036,959,1049]
casualty-entry: Vizefdw. Alfred Kolsdorf — Breslau — leicht verwundet. [621,1244,933,1257]
casualty-entry: Gefr. Albert Zotlarski — Niederhöhe, Berent — l. v., b. d. Tr. [621,758,956,771]
casualty-entry: Bardowicks, Hermann — Wulfsen, Winsen a. L. — gefallen. [32,710,363,723]
casualty-entry: Gefr. Albert Stephan — Beutnerdorf, Allenstein — leicht verw. [621,1356,967,1368]
casualty-entry: Gefr. Wilhelm Heinrichs — Niederpleiß, Siegburg — leicht v. [621,717,959,729]
casualty-entry: Steinbrink, Johannes — Bromberg — leicht verwundet. [32,738,340,751]
casualty-entry: Glänzer, Friedrich (1. Ers. Batls.) — Hannover — verwundet 8. 12. 14. [621,422,1013,435]
casualty-entry: Uffz. Gustav Dallinger — Berlin — schwer verwundet. [1209,708,1511,720]
casualty-entry: Kaiser, Johann — Miechowitz — bisher verwundet, † Res. Laz. XI Frankfurt a. M. [32,1291,484,1304]
casualty-entry: Mäschlin, Ludwig — Rümmingen, Lörrach — schwer verwundet. [621,856,982,868]
